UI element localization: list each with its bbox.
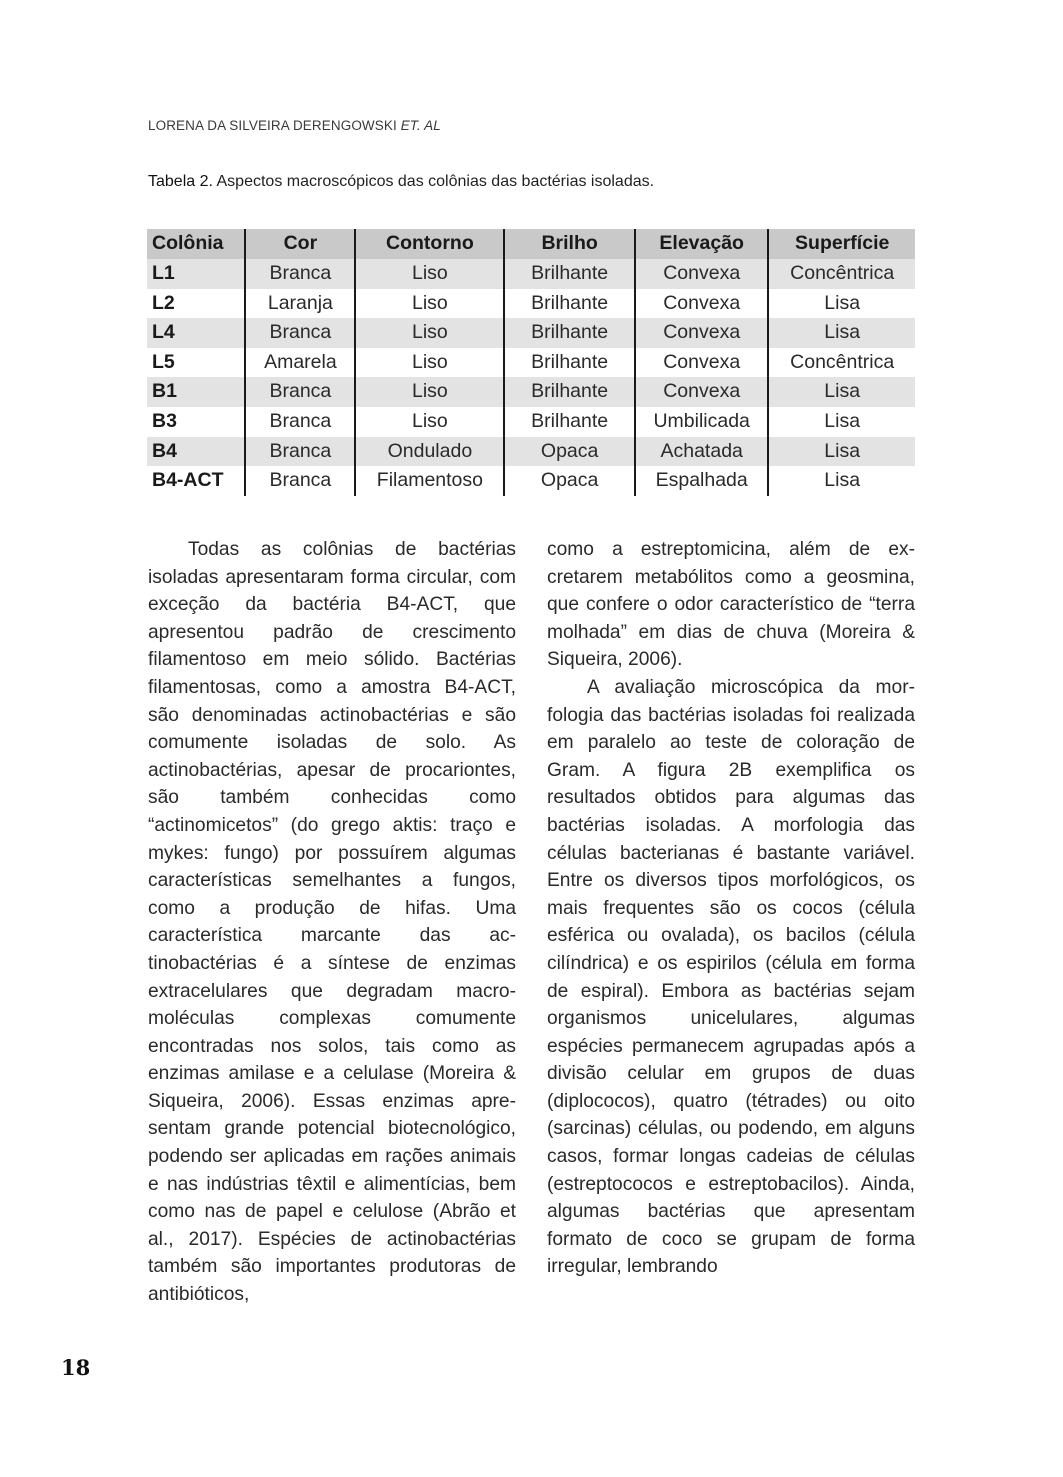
cell-brilho: Brilhante <box>504 348 635 378</box>
cell-brilho: Opaca <box>504 466 635 496</box>
cell-contorno: Liso <box>355 318 504 348</box>
table-row <box>147 407 915 437</box>
table-row <box>147 289 915 319</box>
cell-cor: Amarela <box>245 348 355 378</box>
cell-contorno: Liso <box>355 348 504 378</box>
cell-cor: Branca <box>245 466 355 496</box>
cell-superficie: Lisa <box>768 289 915 319</box>
cell-elevacao: Umbilicada <box>635 407 768 437</box>
cell-cor: Branca <box>245 318 355 348</box>
cell-cor: Laranja <box>245 289 355 319</box>
header-cor: Cor <box>245 229 355 259</box>
header-colonia: Colônia <box>147 229 245 259</box>
cell-colonia: L2 <box>147 289 245 319</box>
cell-colonia: L4 <box>147 318 245 348</box>
page-number: 18 <box>61 1355 91 1380</box>
cell-colonia: B4-ACT <box>147 466 245 496</box>
cell-brilho: Brilhante <box>504 407 635 437</box>
running-head-etal: ET. AL <box>400 118 441 133</box>
cell-contorno: Liso <box>355 407 504 437</box>
cell-colonia: L5 <box>147 348 245 378</box>
table-row <box>147 318 915 348</box>
body-paragraph-continued: como a estreptomicina, além de excretarem metabólitos como a geosmina, que confere o odor característico de “terra molhada” em dias de chuva (Moreira & Siqueira, 2006). <box>547 539 915 671</box>
colony-aspects-table <box>147 229 915 496</box>
cell-elevacao: Achatada <box>635 437 768 467</box>
header-elevacao: Elevação <box>635 229 768 259</box>
cell-colonia: L1 <box>147 259 245 289</box>
cell-superficie: Concêntrica <box>768 259 915 289</box>
cell-contorno: Filamentoso <box>355 466 504 496</box>
cell-cor: Branca <box>245 377 355 407</box>
cell-contorno: Ondulado <box>355 437 504 467</box>
cell-brilho: Opaca <box>504 437 635 467</box>
cell-brilho: Brilhante <box>504 377 635 407</box>
cell-cor: Branca <box>245 259 355 289</box>
table-header-row <box>147 229 915 259</box>
cell-elevacao: Convexa <box>635 348 768 378</box>
header-superficie: Superfície <box>768 229 915 259</box>
table-caption-text: Aspectos macroscópicos das colônias das bactérias isoladas. <box>216 173 655 190</box>
cell-contorno: Liso <box>355 259 504 289</box>
table-row <box>147 259 915 289</box>
cell-brilho: Brilhante <box>504 259 635 289</box>
cell-superficie: Lisa <box>768 437 915 467</box>
table-row <box>147 377 915 407</box>
cell-superficie: Lisa <box>768 466 915 496</box>
cell-brilho: Brilhante <box>504 318 635 348</box>
table-row <box>147 466 915 496</box>
cell-elevacao: Convexa <box>635 259 768 289</box>
table-caption <box>148 173 654 191</box>
cell-superficie: Concêntrica <box>768 348 915 378</box>
cell-contorno: Liso <box>355 377 504 407</box>
table-caption-label: Tabela 2. <box>148 173 213 190</box>
cell-colonia: B3 <box>147 407 245 437</box>
running-head <box>148 118 441 133</box>
cell-colonia: B4 <box>147 437 245 467</box>
running-head-authors: LORENA DA SILVEIRA DERENGOWSKI <box>148 118 397 133</box>
cell-elevacao: Espalhada <box>635 466 768 496</box>
header-brilho: Brilho <box>504 229 635 259</box>
body-column-left <box>148 536 516 1309</box>
cell-elevacao: Convexa <box>635 377 768 407</box>
body-column-right <box>547 536 915 1281</box>
cell-colonia: B1 <box>147 377 245 407</box>
cell-superficie: Lisa <box>768 407 915 437</box>
cell-elevacao: Convexa <box>635 318 768 348</box>
table-row <box>147 437 915 467</box>
body-paragraph: Todas as colônias de bactérias isoladas apresentaram forma circular, com exceção da bactéria B4-ACT, que apresentou padrão de crescimento filamentoso em meio sólido. Bactérias filamentosas, como a amostra B4-ACT, são denominadas actinobactérias e são comumente isoladas de solo. As actinobactérias, apesar de procariontes, são também conhecidas como “actinomicetos” (do grego aktis: traço e mykes: fungo) por possuírem algumas características semelhantes a fungos, como a produção de hifas. Uma característica marcante das actinobactérias é a síntese de enzimas extracelulares que degradam macromoléculas complexas comumente encontradas nos solos, tais como as enzimas amilase e a celulase (Moreira & Siqueira, 2006). Essas enzimas apresentam grande potencial biotecnológico, podendo ser aplicadas em rações animais e nas indústrias têxtil e alimentícias, bem como nas de papel e celulose (Abrão et al., 2017). Espécies de actinobactérias também são importantes produtoras de antibióticos, <box>148 539 516 1306</box>
cell-cor: Branca <box>245 437 355 467</box>
cell-superficie: Lisa <box>768 377 915 407</box>
cell-elevacao: Convexa <box>635 289 768 319</box>
cell-cor: Branca <box>245 407 355 437</box>
cell-superficie: Lisa <box>768 318 915 348</box>
body-paragraph: A avaliação microscópica da morfologia das bactérias isoladas foi realizada em paralelo ao teste de coloração de Gram. A figura 2B exemplifica os resultados obtidos para algumas das bactérias isoladas. A morfologia das células bacterianas é bastante variável. Entre os diversos tipos morfológicos, os mais frequentes são os cocos (célula esférica ou ovalada), os bacilos (célula cilíndrica) e os espirilos (célula em forma de espiral). Embora as bactérias sejam organismos unicelulares, algumas espécies permanecem agrupadas após a divisão celular em grupos de duas (diplococos), quatro (tétrades) ou oito (sarcinas) células, ou podendo, em alguns casos, formar longas cadeias de células (estreptococos e estreptobacilos). Ainda, algumas bactérias que apresentam formato de coco se grupam de forma irregular, lembrando <box>547 676 915 1278</box>
cell-brilho: Brilhante <box>504 289 635 319</box>
cell-contorno: Liso <box>355 289 504 319</box>
table-row <box>147 348 915 378</box>
header-contorno: Contorno <box>355 229 504 259</box>
